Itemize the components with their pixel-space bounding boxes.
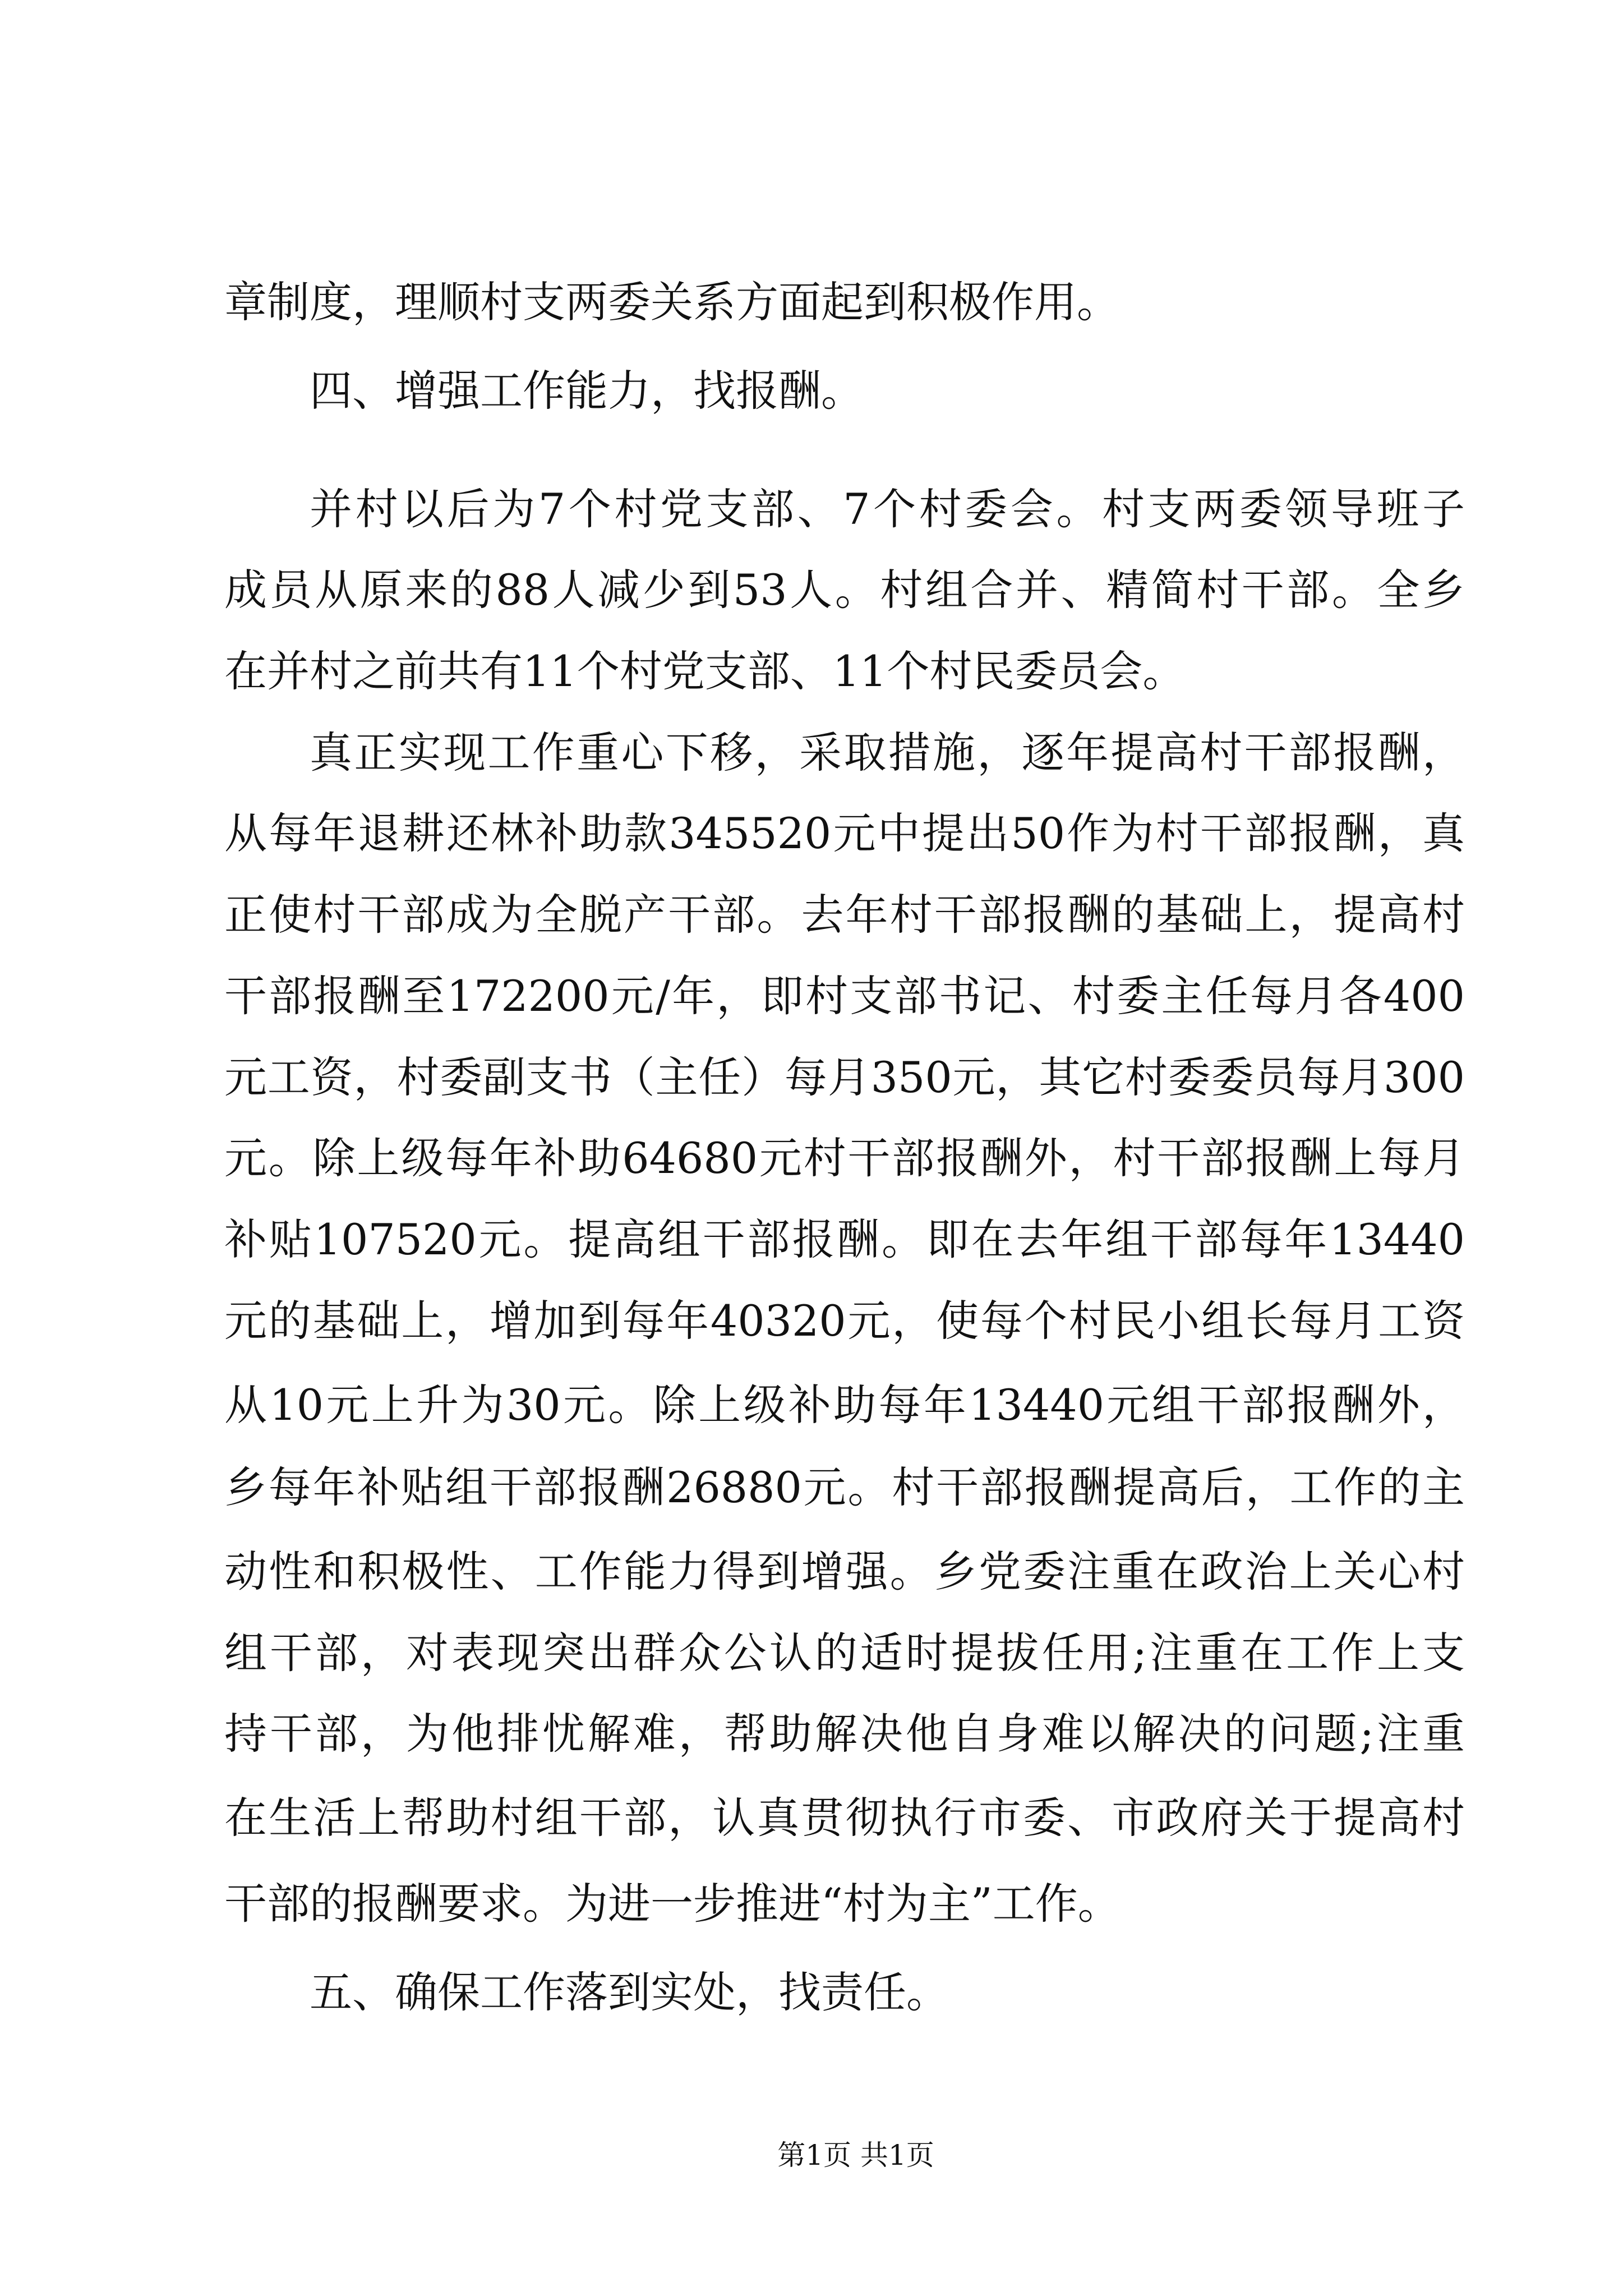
paragraph-line: 成员从原来的88人减少到53人。村组合并、精简村干部。全乡 [224,565,1465,615]
paragraph-line: 元的基础上，增加到每年40320元，使每个村民小组长每月工资 [224,1296,1465,1346]
page-footer: 第1页 共1页 [777,2139,934,2171]
paragraph-line: 真正实现工作重心下移，采取措施，逐年提高村干部报酬， [310,728,1465,777]
paragraph-line: 正使村干部成为全脱产干部。去年村干部报酬的基础上，提高村 [224,890,1465,940]
paragraph-line: 在生活上帮助村组干部，认真贯彻执行市委、市政府关于提高村 [224,1793,1465,1843]
paragraph-line: 章制度，理顺村支两委关系方面起到积极作用。 [224,277,1119,327]
paragraph-line: 干部报酬至172200元/年，即村支部书记、村委主任每月各400 [224,971,1465,1021]
paragraph-line: 动性和积极性、工作能力得到增强。乡党委注重在政治上关心村 [224,1547,1465,1596]
paragraph-line: 组干部，对表现突出群众公认的适时提拔任用;注重在工作上支 [224,1628,1465,1678]
paragraph-line: 从10元上升为30元。除上级补助每年13440元组干部报酬外， [224,1380,1465,1430]
paragraph-line: 在并村之前共有11个村党支部、11个村民委员会。 [224,646,1186,696]
paragraph-line: 乡每年补贴组干部报酬26880元。村干部报酬提高后，工作的主 [224,1462,1465,1512]
section-heading: 四、增强工作能力，找报酬。 [310,366,864,416]
paragraph-line: 从每年退耕还林补助款345520元中提出50作为村干部报酬，真 [224,808,1465,858]
paragraph-line: 并村以后为7个村党支部、7个村委会。村支两委领导班子 [310,484,1465,534]
section-heading: 五、确保工作落到实处，找责任。 [310,1967,949,2017]
paragraph-line: 元。除上级每年补助64680元村干部报酬外，村干部报酬上每月 [224,1133,1465,1183]
paragraph-line: 补贴107520元。提高组干部报酬。即在去年组干部每年13440 [224,1214,1465,1264]
paragraph-line: 持干部，为他排忧解难，帮助解决他自身难以解决的问题;注重 [224,1709,1465,1759]
paragraph-line: 元工资，村委副支书（主任）每月350元，其它村委委员每月300 [224,1052,1465,1102]
paragraph-line: 干部的报酬要求。为进一步推进“村为主”工作。 [224,1879,1121,1929]
